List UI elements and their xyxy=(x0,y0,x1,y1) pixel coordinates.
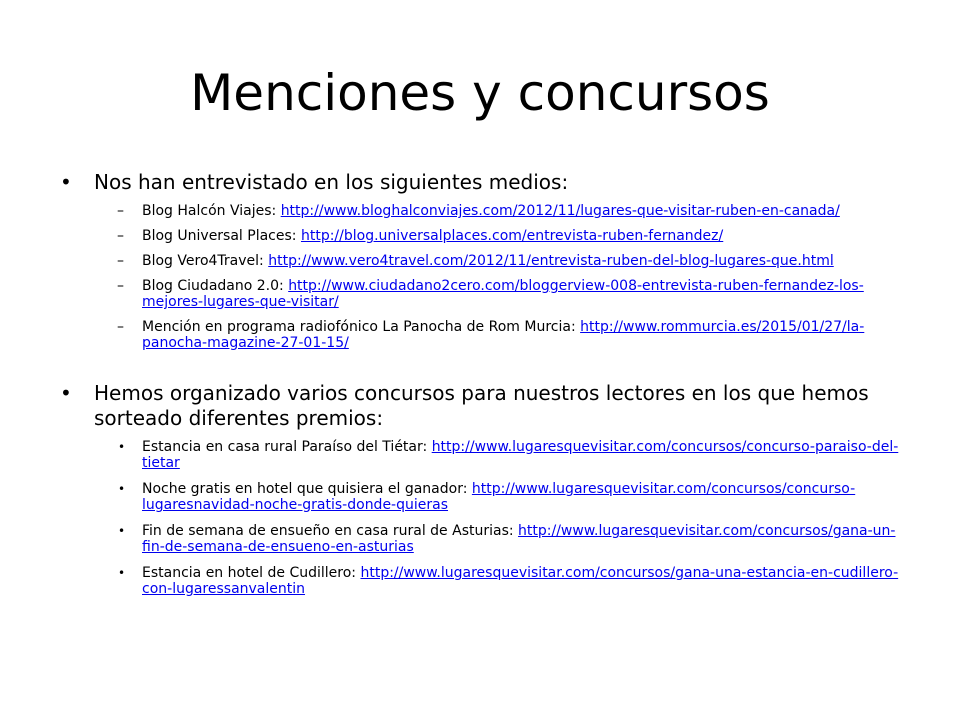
interview-label: Blog Halcón Viajes: xyxy=(142,203,281,219)
interview-item xyxy=(60,278,910,310)
interview-item xyxy=(60,203,910,219)
interview-label: Blog Ciudadano 2.0: xyxy=(142,278,289,294)
section1-heading-item xyxy=(60,170,910,195)
bullet-icon: • xyxy=(118,566,126,580)
interview-link[interactable]: http://www.rommurcia.es/2015/01/27/la-panocha-magazine-27-01-15/ xyxy=(142,319,865,351)
interview-item xyxy=(60,253,910,269)
contest-label: Noche gratis en hotel que quisiera el ganador: xyxy=(142,481,472,497)
bullet-icon: • xyxy=(60,170,72,194)
interview-label: Blog Vero4Travel: xyxy=(142,253,269,269)
interview-item xyxy=(60,228,910,244)
bullet-icon: • xyxy=(118,524,126,538)
dash-icon: – xyxy=(117,278,124,294)
contest-label: Fin de semana de ensueño en casa rural de Asturias: xyxy=(142,523,519,539)
bullet-icon: • xyxy=(60,381,72,405)
contest-item xyxy=(60,481,910,513)
interview-link[interactable]: http://blog.universalplaces.com/entrevista-ruben-fernandez/ xyxy=(300,228,724,244)
contest-link[interactable]: http://www.lugaresquevisitar.com/concursos/concurso-paraiso-del-tietar xyxy=(142,439,899,471)
interview-item xyxy=(60,319,910,351)
contest-item xyxy=(60,439,910,471)
bullet-icon: • xyxy=(118,482,126,496)
contest-link[interactable]: http://www.lugaresquevisitar.com/concursos/concurso-lugaresnavidad-noche-gratis-donde-quieras xyxy=(142,481,856,513)
interview-label: Blog Universal Places: xyxy=(142,228,301,244)
contest-label: Estancia en casa rural Paraíso del Tiétar: xyxy=(142,439,432,455)
section1-heading: Nos han entrevistado en los siguientes medios: xyxy=(94,170,569,194)
contest-item xyxy=(60,565,910,597)
section2-heading-item xyxy=(60,381,910,431)
interview-link[interactable]: http://www.ciudadano2cero.com/bloggerview-008-entrevista-ruben-fernandez-los-mejores-lugares-que-visitar/ xyxy=(142,278,864,310)
contest-label: Estancia en hotel de Cudillero: xyxy=(142,565,361,581)
dash-icon: – xyxy=(117,228,124,244)
dash-icon: – xyxy=(117,319,124,335)
interview-label: Mención en programa radiofónico La Panocha de Rom Murcia: xyxy=(142,319,581,335)
interview-link[interactable]: http://www.vero4travel.com/2012/11/entrevista-ruben-del-blog-lugares-que.html xyxy=(268,253,834,269)
slide-title: Menciones y concursos xyxy=(190,64,770,122)
slide-body xyxy=(60,170,910,597)
contest-item xyxy=(60,523,910,555)
dash-icon: – xyxy=(117,203,124,219)
contest-link[interactable]: http://www.lugaresquevisitar.com/concursos/gana-un-fin-de-semana-de-ensueno-en-asturias xyxy=(142,523,896,555)
bullet-icon: • xyxy=(118,440,126,454)
section2-heading: Hemos organizado varios concursos para nuestros lectores en los que hemos sorteado diferentes premios: xyxy=(94,381,869,430)
interview-link[interactable]: http://www.bloghalconviajes.com/2012/11/lugares-que-visitar-ruben-en-canada/ xyxy=(280,203,840,219)
dash-icon: – xyxy=(117,253,124,269)
contest-link[interactable]: http://www.lugaresquevisitar.com/concursos/gana-una-estancia-en-cudillero-con-lugaressanvalentin xyxy=(142,565,899,597)
